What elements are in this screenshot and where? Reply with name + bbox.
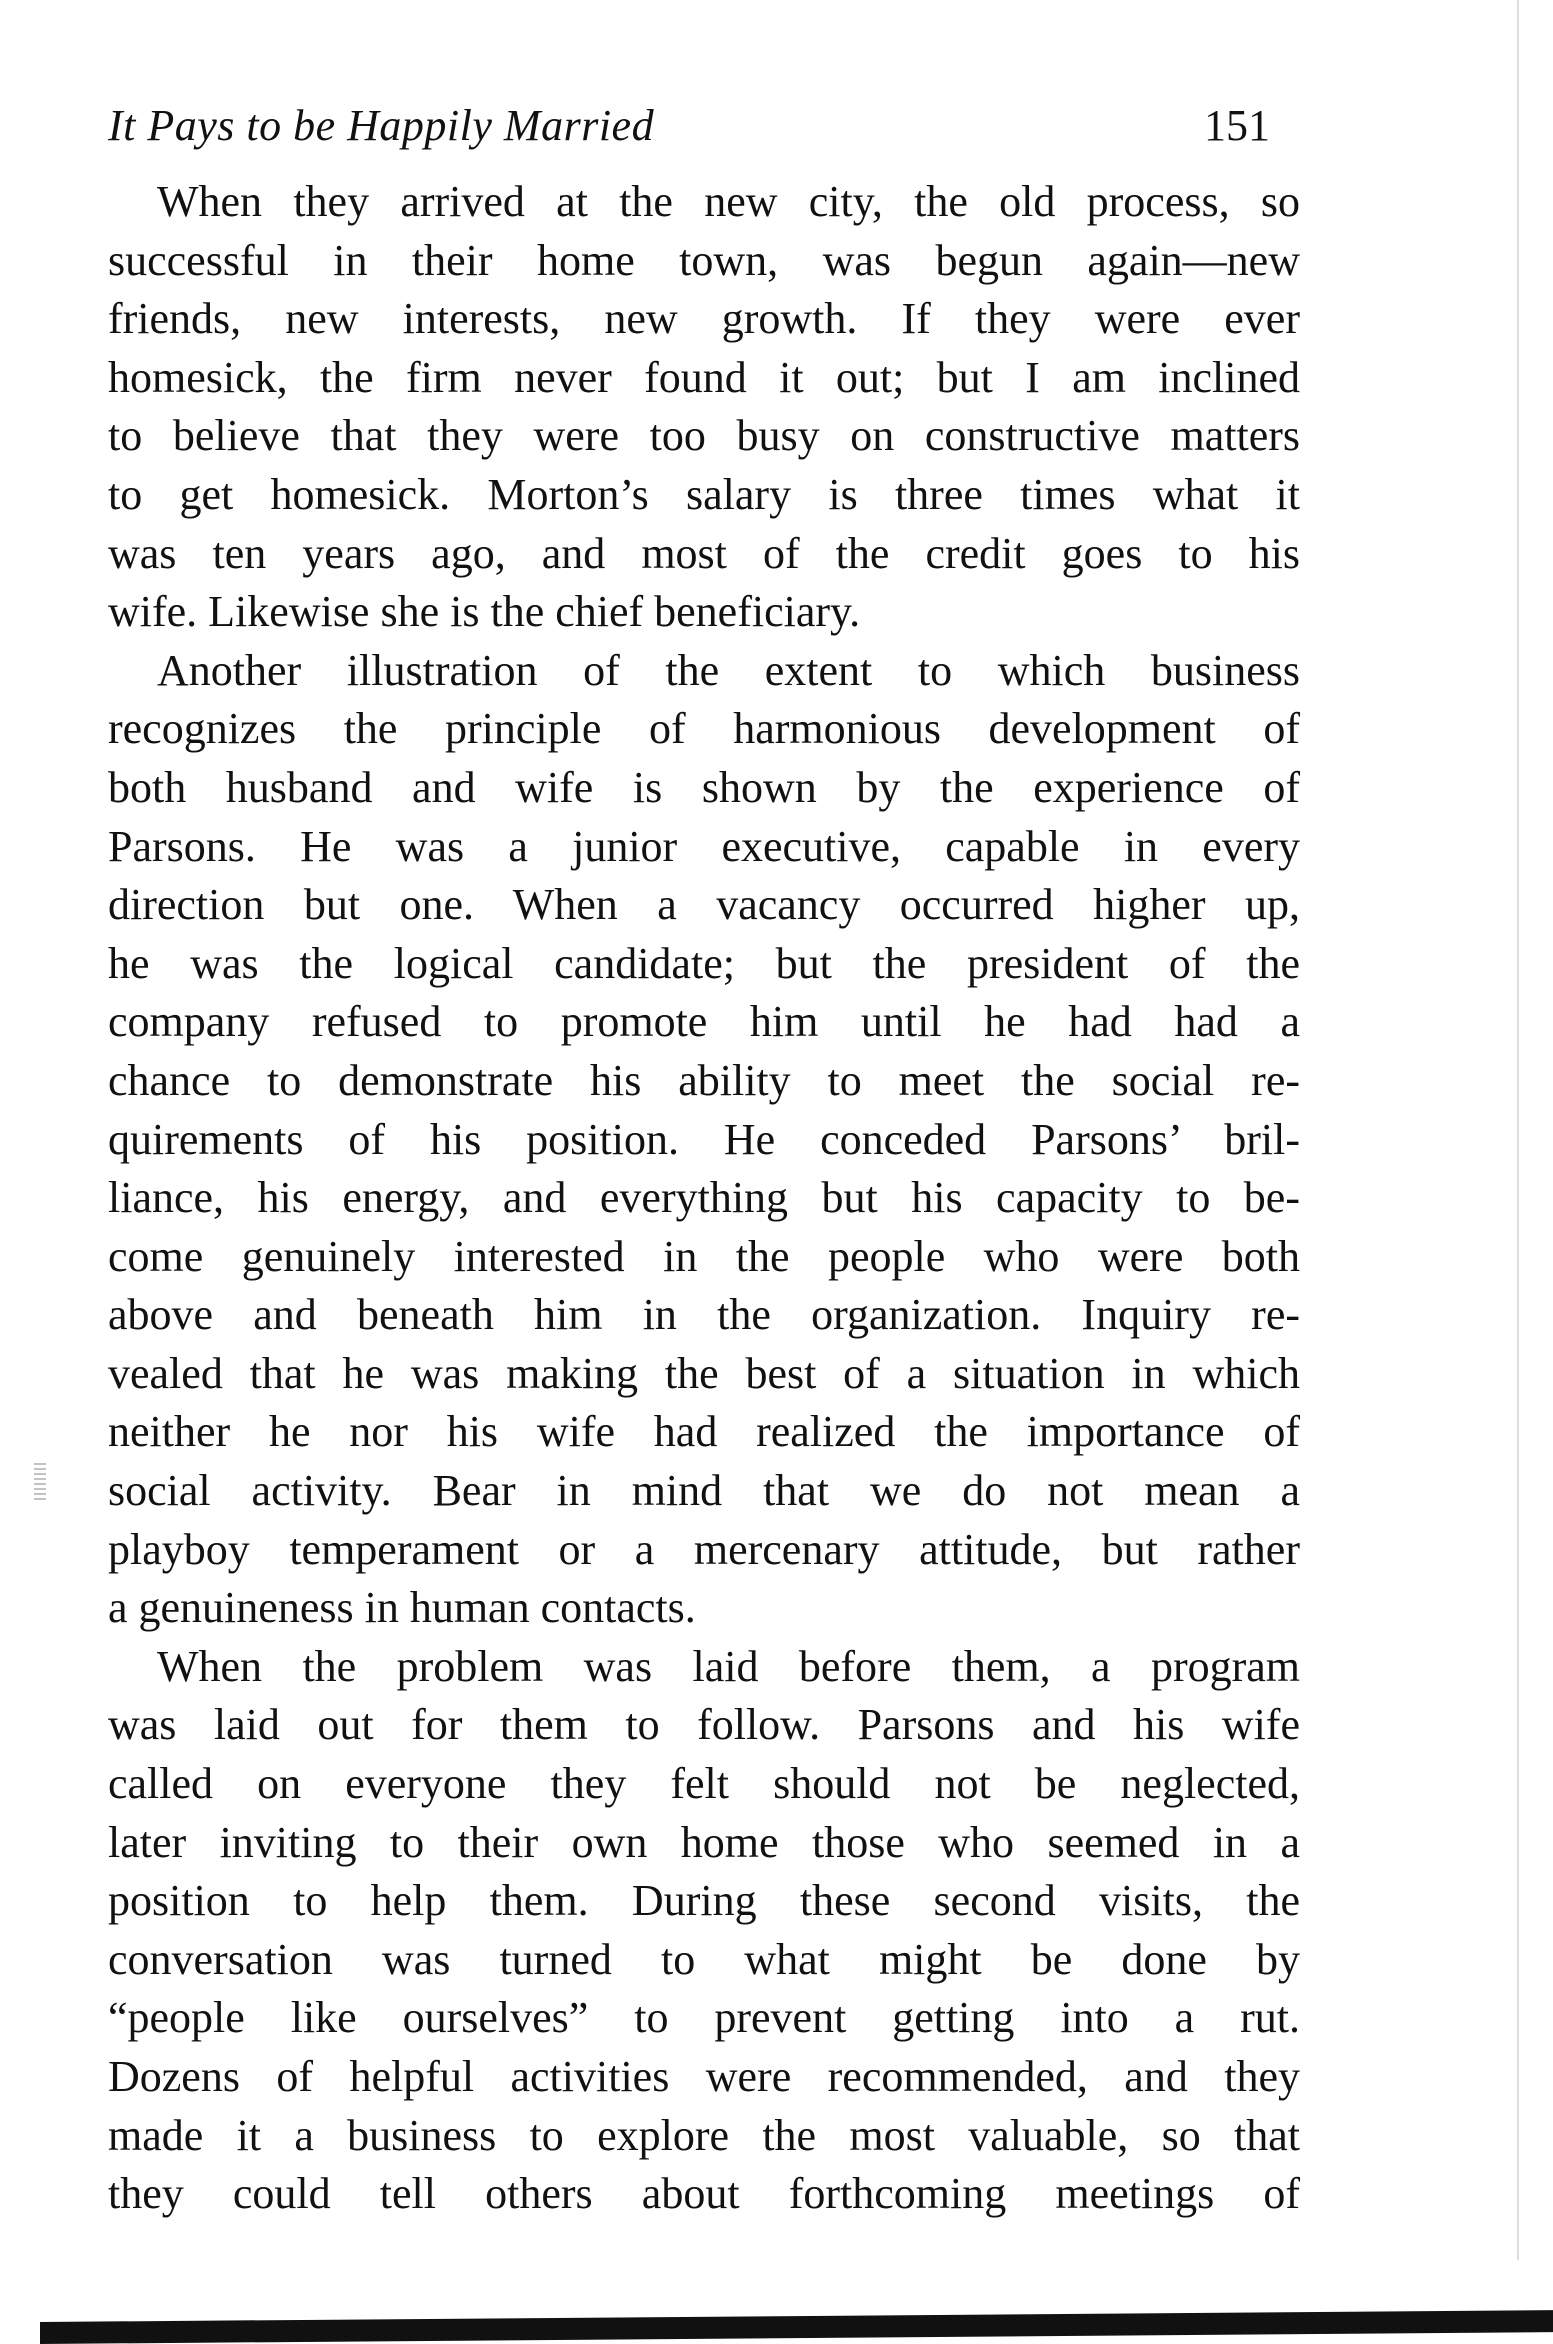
text-line: “people like ourselves” to prevent getting into a rut.	[108, 1993, 1300, 2043]
text-line: they could tell others about forthcoming meetings of	[108, 2169, 1300, 2219]
page-edge	[1517, 0, 1519, 2260]
text-line: to believe that they were too busy on constructive matters	[108, 411, 1300, 461]
paragraph	[108, 1638, 1300, 2224]
text-line: liance, his energy, and everything but his capacity to be-	[108, 1173, 1300, 1223]
text-line: wife. Likewise she is the chief beneficiary.	[108, 587, 861, 637]
text-line: come genuinely interested in the people who were both	[108, 1231, 1300, 1281]
text-line: made it a business to explore the most valuable, so that	[108, 2110, 1300, 2160]
paragraph	[108, 642, 1300, 1638]
paragraph	[108, 173, 1300, 642]
text-line: quirements of his position. He conceded Parsons’ bril-	[108, 1114, 1300, 1164]
text-line: was ten years ago, and most of the credit goes to his	[108, 528, 1300, 578]
text-line: direction but one. When a vacancy occurred higher up,	[108, 880, 1300, 930]
text-line: homesick, the firm never found it out; but I am inclined	[108, 352, 1300, 402]
text-line: When they arrived at the new city, the old process, so	[157, 177, 1300, 226]
text-line: chance to demonstrate his ability to meet the social re-	[108, 1055, 1300, 1105]
text-line: conversation was turned to what might be done by	[108, 1934, 1300, 1984]
text-line: Dozens of helpful activities were recommended, and they	[108, 2052, 1300, 2101]
text-line: he was the logical candidate; but the president of the	[108, 938, 1300, 988]
text-line: vealed that he was making the best of a situation in which	[108, 1348, 1300, 1398]
text-line: Another illustration of the extent to which business	[157, 645, 1300, 695]
scan-smudge	[34, 1460, 46, 1500]
text-line: both husband and wife is shown by the experience of	[108, 762, 1300, 812]
text-line: playboy temperament or a mercenary attitude, but rather	[108, 1524, 1300, 1574]
scan-bottom-band	[40, 2310, 1553, 2344]
text-line: was laid out for them to follow. Parsons and his wife	[108, 1700, 1300, 1750]
text-line: company refused to promote him until he had had a	[108, 997, 1300, 1047]
text-line: recognizes the principle of harmonious development of	[108, 704, 1300, 754]
text-line: Parsons. He was a junior executive, capable in every	[108, 821, 1300, 871]
page-number: 151	[1204, 101, 1270, 150]
text-line: When the problem was laid before them, a program	[157, 1641, 1300, 1691]
text-line: a genuineness in human contacts.	[108, 1583, 696, 1633]
running-head-title: It Pays to be Happily Married	[108, 101, 655, 150]
text-line: neither he nor his wife had realized the importance of	[108, 1407, 1300, 1457]
text-line: successful in their home town, was begun again—new	[108, 235, 1300, 285]
text-line: friends, new interests, new growth. If they were ever	[108, 294, 1300, 344]
text-line: later inviting to their own home those who seemed in a	[108, 1817, 1300, 1867]
text-line: social activity. Bear in mind that we do not mean a	[108, 1466, 1300, 1516]
body-text	[108, 173, 1300, 2224]
text-line: position to help them. During these second visits, the	[108, 1876, 1300, 1926]
text-line: to get homesick. Morton’s salary is three times what it	[108, 469, 1300, 519]
running-head	[108, 96, 1300, 156]
text-line: called on everyone they felt should not be neglected,	[108, 1759, 1300, 1809]
text-line: above and beneath him in the organization. Inquiry re-	[108, 1290, 1300, 1340]
